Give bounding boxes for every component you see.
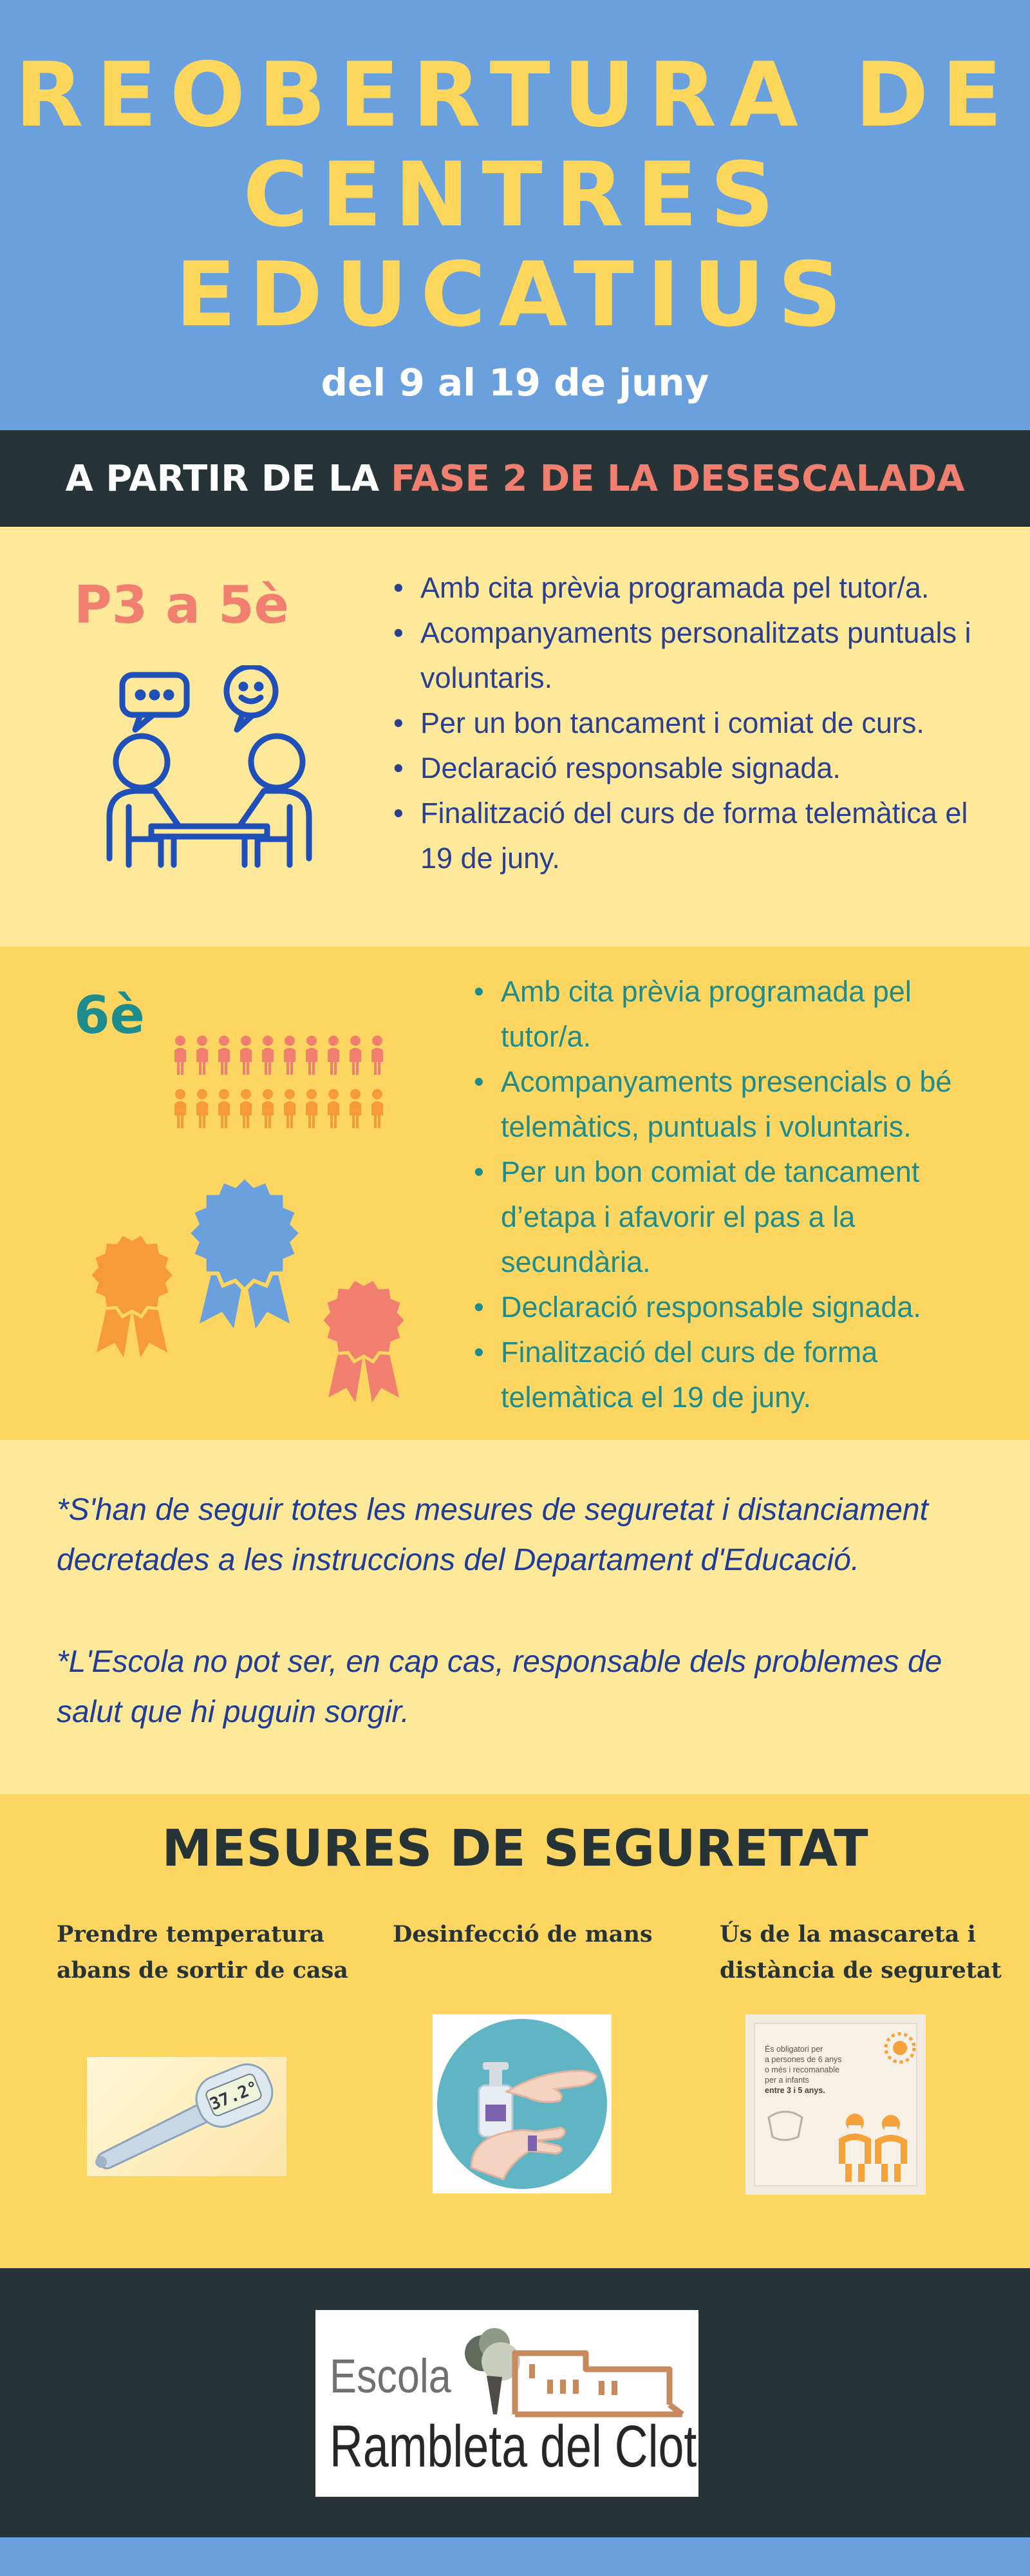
meeting-icon	[103, 665, 315, 871]
poster-line: a persones de 6 anys	[765, 2055, 842, 2064]
caption-line: distància de seguretat	[720, 1957, 1002, 1984]
poster-line: entre 3 i 5 anys.	[765, 2086, 825, 2095]
person-icon	[175, 1036, 185, 1046]
person-icon	[174, 1048, 186, 1075]
person-icon	[197, 1036, 207, 1046]
logo-school-name: Rambleta del Clot	[330, 2414, 697, 2479]
logo-graphic-icon	[464, 2318, 689, 2421]
notes	[57, 1485, 990, 1738]
6-bullet-list	[470, 969, 1004, 1420]
person-icon	[196, 1101, 208, 1128]
person-icon	[371, 1048, 383, 1075]
hand-sanitizer-icon	[433, 2014, 612, 2193]
person-icon	[372, 1089, 382, 1099]
title-line-3: EDUCATIUS	[175, 243, 855, 346]
phase-highlight: FASE 2 DE LA DESESCALADA	[391, 457, 965, 500]
person-icon	[263, 1089, 273, 1099]
caption-hand-disinfection	[393, 1917, 653, 1953]
person-icon	[328, 1101, 339, 1128]
caption-line: Ús de la mascareta i	[720, 1921, 976, 1947]
list-item: • Acompanyaments personalitzats puntuals i voluntaris.	[389, 611, 1007, 701]
person-icon	[350, 1089, 360, 1099]
caption-line: abans de sortir de casa	[57, 1957, 348, 1984]
mask-poster-icon	[745, 2014, 926, 2195]
note-safety-measures: *S'han de seguir totes les mesures de seguretat i distanciament decretades a les instruccions del Departament d'Educació.	[57, 1493, 928, 1577]
list-item: • Acompanyaments presencials o bé telemàtics, puntuals i voluntaris.	[470, 1059, 1004, 1150]
person-icon	[263, 1036, 273, 1046]
list-item: • Finalització del curs de forma telemàtica el 19 de juny.	[389, 791, 1007, 881]
person-icon	[196, 1048, 208, 1075]
person-icon	[240, 1048, 252, 1075]
person-icon	[306, 1048, 317, 1075]
grade-label-p3-5: P3 a 5è	[74, 575, 289, 635]
phase-banner	[0, 430, 1030, 527]
page-title	[0, 45, 1030, 345]
person-icon	[306, 1089, 317, 1099]
list-item: • Amb cita prèvia programada pel tutor/a.	[389, 565, 1007, 611]
school-logo	[315, 2310, 698, 2497]
person-icon	[218, 1048, 230, 1075]
person-icon	[306, 1036, 317, 1046]
notes-section	[0, 1440, 1030, 1794]
title-line-2: CENTRES	[243, 143, 787, 247]
grade-label-6: 6è	[74, 985, 145, 1045]
safety-measures-section	[0, 1794, 1030, 2268]
header	[0, 0, 1030, 430]
list-item: • Amb cita prèvia programada pel tutor/a.	[470, 969, 1004, 1059]
person-icon	[219, 1089, 229, 1099]
person-icon	[306, 1101, 317, 1128]
person-icon	[328, 1089, 339, 1099]
person-icon	[262, 1048, 274, 1075]
title-line-1: REOBERTURA DE	[15, 43, 1015, 147]
person-icon	[262, 1101, 274, 1128]
person-icon	[219, 1036, 229, 1046]
bottom-strip	[0, 2537, 1030, 2576]
person-icon	[284, 1048, 295, 1075]
caption-line: Prendre temperatura	[57, 1921, 324, 1947]
medal-coral-icon	[315, 1275, 412, 1404]
list-item: • Finalització del curs de forma telemàtica el 19 de juny.	[470, 1330, 1004, 1420]
medal-blue-icon	[183, 1175, 306, 1330]
person-icon	[328, 1048, 339, 1075]
person-icon	[350, 1048, 361, 1075]
measures-title: MESURES DE SEGURETAT	[162, 1820, 868, 1878]
section-6	[0, 947, 1030, 1440]
person-icon	[371, 1101, 383, 1128]
poster-line: És obligatori per	[765, 2045, 823, 2054]
p3-5-bullet-list	[389, 565, 1007, 881]
section-p3-5	[0, 527, 1030, 947]
logo-word-escola: Escola	[330, 2349, 451, 2403]
thermometer-icon	[87, 2057, 286, 2176]
person-icon	[175, 1089, 185, 1099]
note-responsibility: *L'Escola no pot ser, en cap cas, responsable dels problemes de salut que hi puguin sorgir.	[57, 1645, 942, 1729]
poster-line: per a infants	[765, 2076, 809, 2085]
person-icon	[350, 1036, 360, 1046]
caption-line: Desinfecció de mans	[393, 1921, 653, 1947]
list-item: • Declaració responsable signada.	[470, 1285, 1004, 1330]
poster-line: o més i recomanable	[765, 2065, 840, 2074]
person-icon	[372, 1036, 382, 1046]
person-icon	[240, 1101, 252, 1128]
person-icon	[284, 1101, 295, 1128]
date-subtitle: del 9 al 19 de juny	[321, 361, 709, 404]
person-icon	[328, 1036, 339, 1046]
caption-mask-distance	[720, 1917, 1002, 1989]
caption-temperature	[57, 1917, 348, 1989]
person-icon	[174, 1101, 186, 1128]
person-icon	[241, 1036, 251, 1046]
thermometer-reading: 37.2°	[207, 2078, 261, 2115]
list-item: • Declaració responsable signada.	[389, 746, 1007, 791]
list-item: • Per un bon tancament i comiat de curs.	[389, 701, 1007, 746]
person-icon	[285, 1089, 295, 1099]
person-icon	[218, 1101, 230, 1128]
phase-prefix: A PARTIR DE LA	[65, 457, 380, 500]
medal-orange-icon	[84, 1230, 180, 1359]
person-icon	[197, 1089, 207, 1099]
person-icon	[285, 1036, 295, 1046]
person-icon	[350, 1101, 361, 1128]
list-item: • Per un bon comiat de tancament d’etapa i afavorir el pas a la secundària.	[470, 1150, 1004, 1285]
person-icon	[241, 1089, 251, 1099]
people-group-icon	[171, 1034, 396, 1137]
footer	[0, 2268, 1030, 2537]
